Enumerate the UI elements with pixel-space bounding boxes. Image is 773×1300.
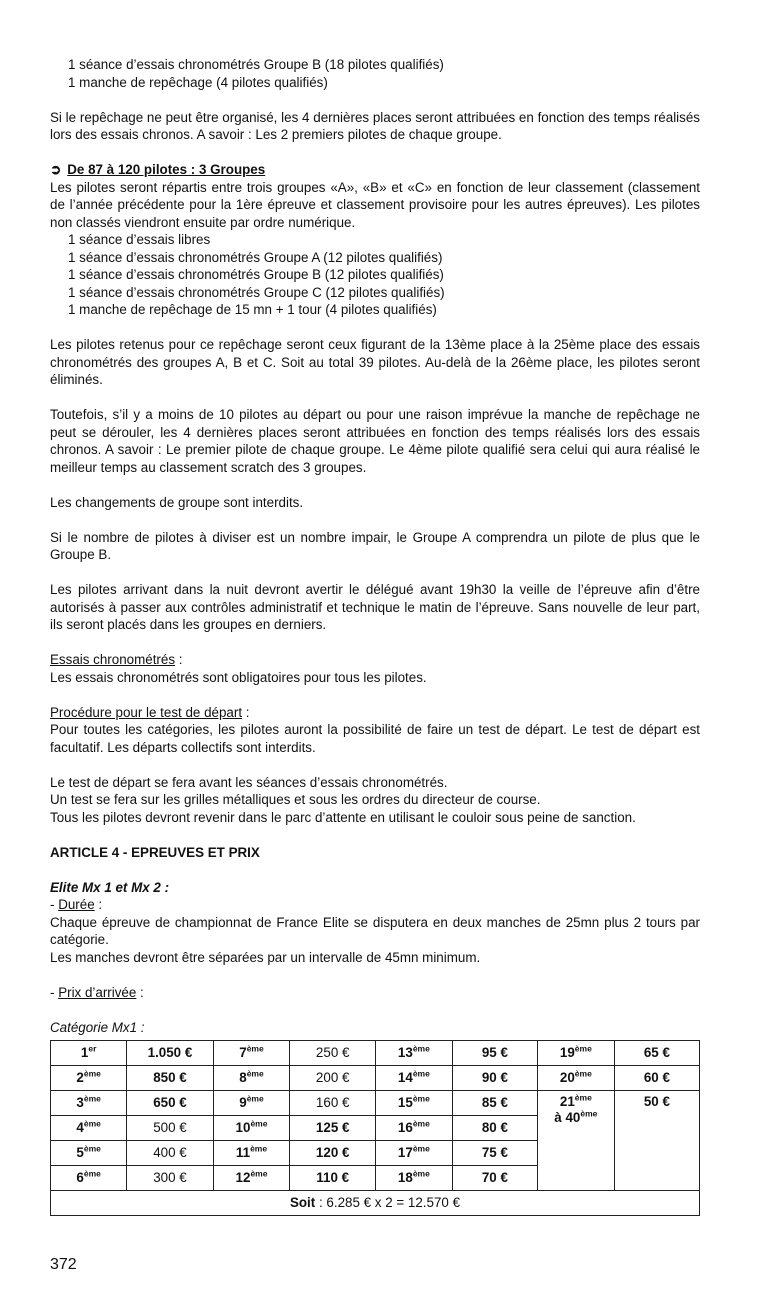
rank-cell: 7ème [213, 1041, 290, 1066]
paragraph: Les pilotes retenus pour ce repêchage seront ceux figurant de la 13ème place à la 25ème place des essais chronométrés des groupes A, B et C. Soit au total 39 pilotes. Au-delà de la 26ème place, les pilotes seront éliminés. [50, 337, 700, 387]
duree-label: - Durée : [50, 897, 103, 912]
prize-cell: 50 € [614, 1091, 699, 1191]
prize-cell: 160 € [290, 1091, 376, 1116]
rank-cell: 13ème [376, 1041, 453, 1066]
paragraph: Toutefois, s’il y a moins de 10 pilotes au départ ou pour une raison imprévue la manche de repêchage ne peut se dérouler, les 4 dernières places seront attribuées en fonction des temps réalisés lors des essais chronos. A savoir : Le premier pilote de chaque groupe. Le 4ème pilote qualifié sera celui qui aura réalisé le meilleur temps au classement scratch des 3 groupes. [50, 407, 700, 475]
list-line: 1 séance d’essais libres [68, 232, 211, 247]
rank-cell: 14ème [376, 1066, 453, 1091]
list-line: 1 manche de repêchage (4 pilotes qualifiés) [68, 74, 328, 90]
paragraph: Chaque épreuve de championnat de France Elite se disputera en deux manches de 25mn plus 2 tours par catégorie. [50, 914, 700, 947]
rank-cell: 12ème [213, 1166, 290, 1191]
rank-cell: 18ème [376, 1166, 453, 1191]
page-number: 372 [50, 1256, 77, 1273]
elite-heading: Elite Mx 1 et Mx 2 : [50, 879, 170, 895]
paragraph: Les changements de groupe sont interdits. [50, 494, 304, 510]
rank-cell: 16ème [376, 1116, 453, 1141]
list-line: 1 séance d’essais chronométrés Groupe A (12 pilotes qualifiés) [68, 249, 443, 265]
prize-cell: 500 € [127, 1116, 213, 1141]
list-line: 1 séance d’essais chronométrés Groupe B (18 pilotes qualifiés) [68, 57, 444, 72]
prize-cell: 80 € [452, 1116, 537, 1141]
prize-cell: 85 € [452, 1091, 537, 1116]
table-row [51, 1041, 700, 1066]
prize-cell: 400 € [127, 1141, 213, 1166]
prize-table [50, 1040, 700, 1216]
prize-cell: 250 € [290, 1041, 376, 1066]
paragraph: Le test de départ se fera avant les séances d’essais chronométrés. [50, 774, 448, 790]
paragraph: Tous les pilotes devront revenir dans le parc d’attente en utilisant le couloir sous peine de sanction. [50, 809, 636, 825]
rank-cell: 1er [51, 1041, 127, 1066]
prize-cell: 65 € [614, 1041, 699, 1066]
subheading-procedure: Procédure pour le test de départ : [50, 704, 250, 720]
article-heading: ARTICLE 4 - EPREUVES ET PRIX [50, 844, 260, 860]
prix-label: - Prix d’arrivée : [50, 984, 144, 1000]
prize-cell: 650 € [127, 1091, 213, 1116]
rank-cell: 11ème [213, 1141, 290, 1166]
paragraph: Un test se fera sur les grilles métalliques et sous les ordres du directeur de course. [50, 792, 541, 807]
list-line: 1 séance d’essais chronométrés Groupe B (12 pilotes qualifiés) [68, 267, 444, 282]
prize-cell: 200 € [290, 1066, 376, 1091]
rank-cell-range: 21ème à 40ème [537, 1091, 614, 1191]
rank-cell: 19ème [537, 1041, 614, 1066]
list-line: 1 séance d’essais chronométrés Groupe C (12 pilotes qualifiés) [68, 284, 445, 300]
prize-cell: 1.050 € [127, 1041, 213, 1066]
list-line: 1 manche de repêchage de 15 mn + 1 tour (4 pilotes qualifiés) [68, 302, 437, 317]
prize-cell: 95 € [452, 1041, 537, 1066]
prize-cell: 850 € [127, 1066, 213, 1091]
rank-cell: 20ème [537, 1066, 614, 1091]
subheading-essais: Essais chronométrés : [50, 652, 183, 667]
rank-cell: 9ème [213, 1091, 290, 1116]
document-page [50, 56, 700, 1216]
paragraph: Les pilotes arrivant dans la nuit devront avertir le délégué avant 19h30 la veille de l’épreuve afin d’être autorisés à passer aux contrôles administratif et technique le matin de l’épreuve. Sans nouvelle de leur part, ils seront placés dans les groupes en derniers. [50, 582, 700, 632]
prize-cell: 90 € [452, 1066, 537, 1091]
rank-cell: 6ème [51, 1166, 127, 1191]
prize-cell: 60 € [614, 1066, 699, 1091]
prize-cell: 300 € [127, 1166, 213, 1191]
paragraph: Les pilotes seront répartis entre trois groupes «A», «B» et «C» en fonction de leur classement (classement de l’année précédente pour la 1ère épreuve et classement provisoire pour les autres épreuves). Les pilotes non classés viendront ensuite par ordre numérique. [50, 179, 700, 230]
rank-cell: 15ème [376, 1091, 453, 1116]
rank-cell: 8ème [213, 1066, 290, 1091]
paragraph: Les manches devront être séparées par un intervalle de 45mn minimum. [50, 949, 481, 965]
paragraph: Pour toutes les catégories, les pilotes auront la possibilité de faire un test de départ. Le test de départ est facultatif. Les départs collectifs sont interdits. [50, 722, 700, 755]
prize-cell: 120 € [290, 1141, 376, 1166]
category-label: Catégorie Mx1 : [50, 1019, 145, 1035]
paragraph: Les essais chronométrés sont obligatoires pour tous les pilotes. [50, 669, 427, 685]
section-heading-groups: ➲ De 87 à 120 pilotes : 3 Groupes [50, 162, 266, 177]
paragraph: Si le nombre de pilotes à diviser est un nombre impair, le Groupe A comprendra un pilote de plus que le Groupe B. [50, 529, 700, 562]
rank-cell: 3ème [51, 1091, 127, 1116]
table-row [51, 1091, 700, 1116]
rank-cell: 5ème [51, 1141, 127, 1166]
prize-cell: 70 € [452, 1166, 537, 1191]
rank-cell: 17ème [376, 1141, 453, 1166]
arrow-right-icon: ➲ [50, 162, 62, 177]
prize-cell: 110 € [290, 1166, 376, 1191]
prize-cell: 75 € [452, 1141, 537, 1166]
table-total-row [51, 1191, 700, 1216]
paragraph: Si le repêchage ne peut être organisé, les 4 dernières places seront attribuées en fonction des temps réalisés lors des essais chronos. A savoir : Les 2 premiers pilotes de chaque groupe. [50, 109, 700, 142]
rank-cell: 4ème [51, 1116, 127, 1141]
table-row [51, 1066, 700, 1091]
prize-cell: 125 € [290, 1116, 376, 1141]
rank-cell: 2ème [51, 1066, 127, 1091]
total-cell: Soit : 6.285 € x 2 = 12.570 € [51, 1191, 700, 1216]
rank-cell: 10ème [213, 1116, 290, 1141]
